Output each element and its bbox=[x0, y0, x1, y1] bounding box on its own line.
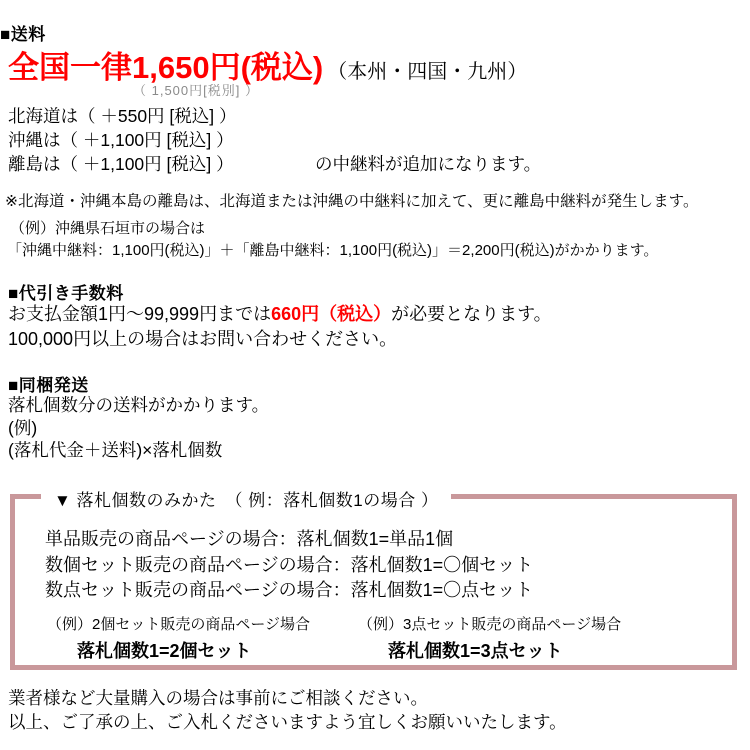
remote-island-note: ※北海道・沖縄本島の離島は、北海道または沖縄の中継料に加えて、更に離島中継料が発生します。 bbox=[5, 193, 699, 210]
surcharge-remote-island-text: 離島は（ ＋1,100円 [税込] ） bbox=[8, 154, 234, 174]
bundled-line2: (例) bbox=[8, 417, 38, 438]
cod-fee-heading: ■代引き手数料 bbox=[8, 284, 124, 303]
surcharge-okinawa: 沖縄は（ ＋1,100円 [税込] ） bbox=[8, 130, 234, 150]
quantity-guide-title: ▼ 落札個数のみかた （ 例：落札個数1の場合 ） bbox=[41, 486, 451, 511]
quantity-example-2-label: （例）3点セット販売の商品ページ場合 bbox=[358, 615, 622, 633]
cod-fee-line1-before: お支払金額1円～99,999円までは bbox=[8, 304, 272, 324]
cod-fee-lines bbox=[8, 302, 552, 352]
quantity-example-1 bbox=[47, 613, 310, 663]
quantity-example-2 bbox=[358, 613, 621, 663]
bundled-line3-formula: (落札代金＋送料)×落札個数 bbox=[8, 440, 223, 460]
quantity-guide-rules bbox=[45, 527, 732, 604]
shipping-price-region: （本州・四国・九州） bbox=[327, 61, 528, 83]
cod-fee-line2: 100,000円以上の場合はお問い合わせください。 bbox=[8, 329, 398, 349]
quantity-rule-set-pieces: 数個セット販売の商品ページの場合：落札個数1=〇個セット bbox=[45, 554, 534, 575]
quantity-example-1-label: （例）2個セット販売の商品ページ場合 bbox=[47, 615, 311, 633]
quantity-rule-single: 単品販売の商品ページの場合：落札個数1=単品1個 bbox=[45, 529, 454, 549]
okinawa-example-intro: （例）沖縄県石垣市の場合は bbox=[10, 220, 206, 237]
quantity-rule-set-items: 数点セット販売の商品ページの場合：落札個数1=〇点セット bbox=[45, 580, 534, 600]
surcharge-remote-island bbox=[8, 152, 542, 176]
okinawa-example-detail: 「沖縄中継料：1,100円(税込)」＋「離島中継料：1,100円(税込)」＝2,200円(税込)がかかります。 bbox=[7, 242, 659, 259]
quantity-guide-examples bbox=[15, 613, 732, 663]
cod-fee-line1 bbox=[8, 302, 552, 327]
quantity-guide-box bbox=[10, 491, 737, 670]
cod-fee-line1-after: が必要となります。 bbox=[391, 304, 552, 324]
surcharge-hokkaido: 北海道は（ ＋550円 [税込] ） bbox=[8, 106, 237, 126]
shipping-price-row bbox=[8, 42, 527, 87]
shipping-price-main: 全国一律1,650円(税込) bbox=[8, 50, 324, 85]
footer-notes bbox=[8, 687, 567, 734]
shipping-price-pretax: （ 1,500円[税別] ） bbox=[133, 83, 259, 98]
shipping-section-heading: ■送料 bbox=[0, 25, 46, 44]
cod-fee-amount: 660円（税込） bbox=[271, 304, 392, 324]
bundled-shipping-lines bbox=[8, 394, 269, 462]
quantity-example-2-result: 落札個数1=3点セット bbox=[388, 640, 563, 661]
bundled-line1: 落札個数分の送料がかかります。 bbox=[8, 395, 270, 415]
regional-surcharge-list bbox=[8, 104, 542, 176]
quantity-example-1-result: 落札個数1=2個セット bbox=[77, 640, 252, 661]
footer-line1: 業者様など大量購入の場合は事前にご相談ください。 bbox=[8, 688, 428, 708]
surcharge-suffix-text: の中継料が追加になります。 bbox=[315, 154, 542, 174]
bundled-shipping-heading: ■同梱発送 bbox=[8, 376, 89, 395]
footer-line2: 以上、ご了承の上、ご入札くださいますよう宜しくお願いいたします。 bbox=[8, 711, 567, 732]
